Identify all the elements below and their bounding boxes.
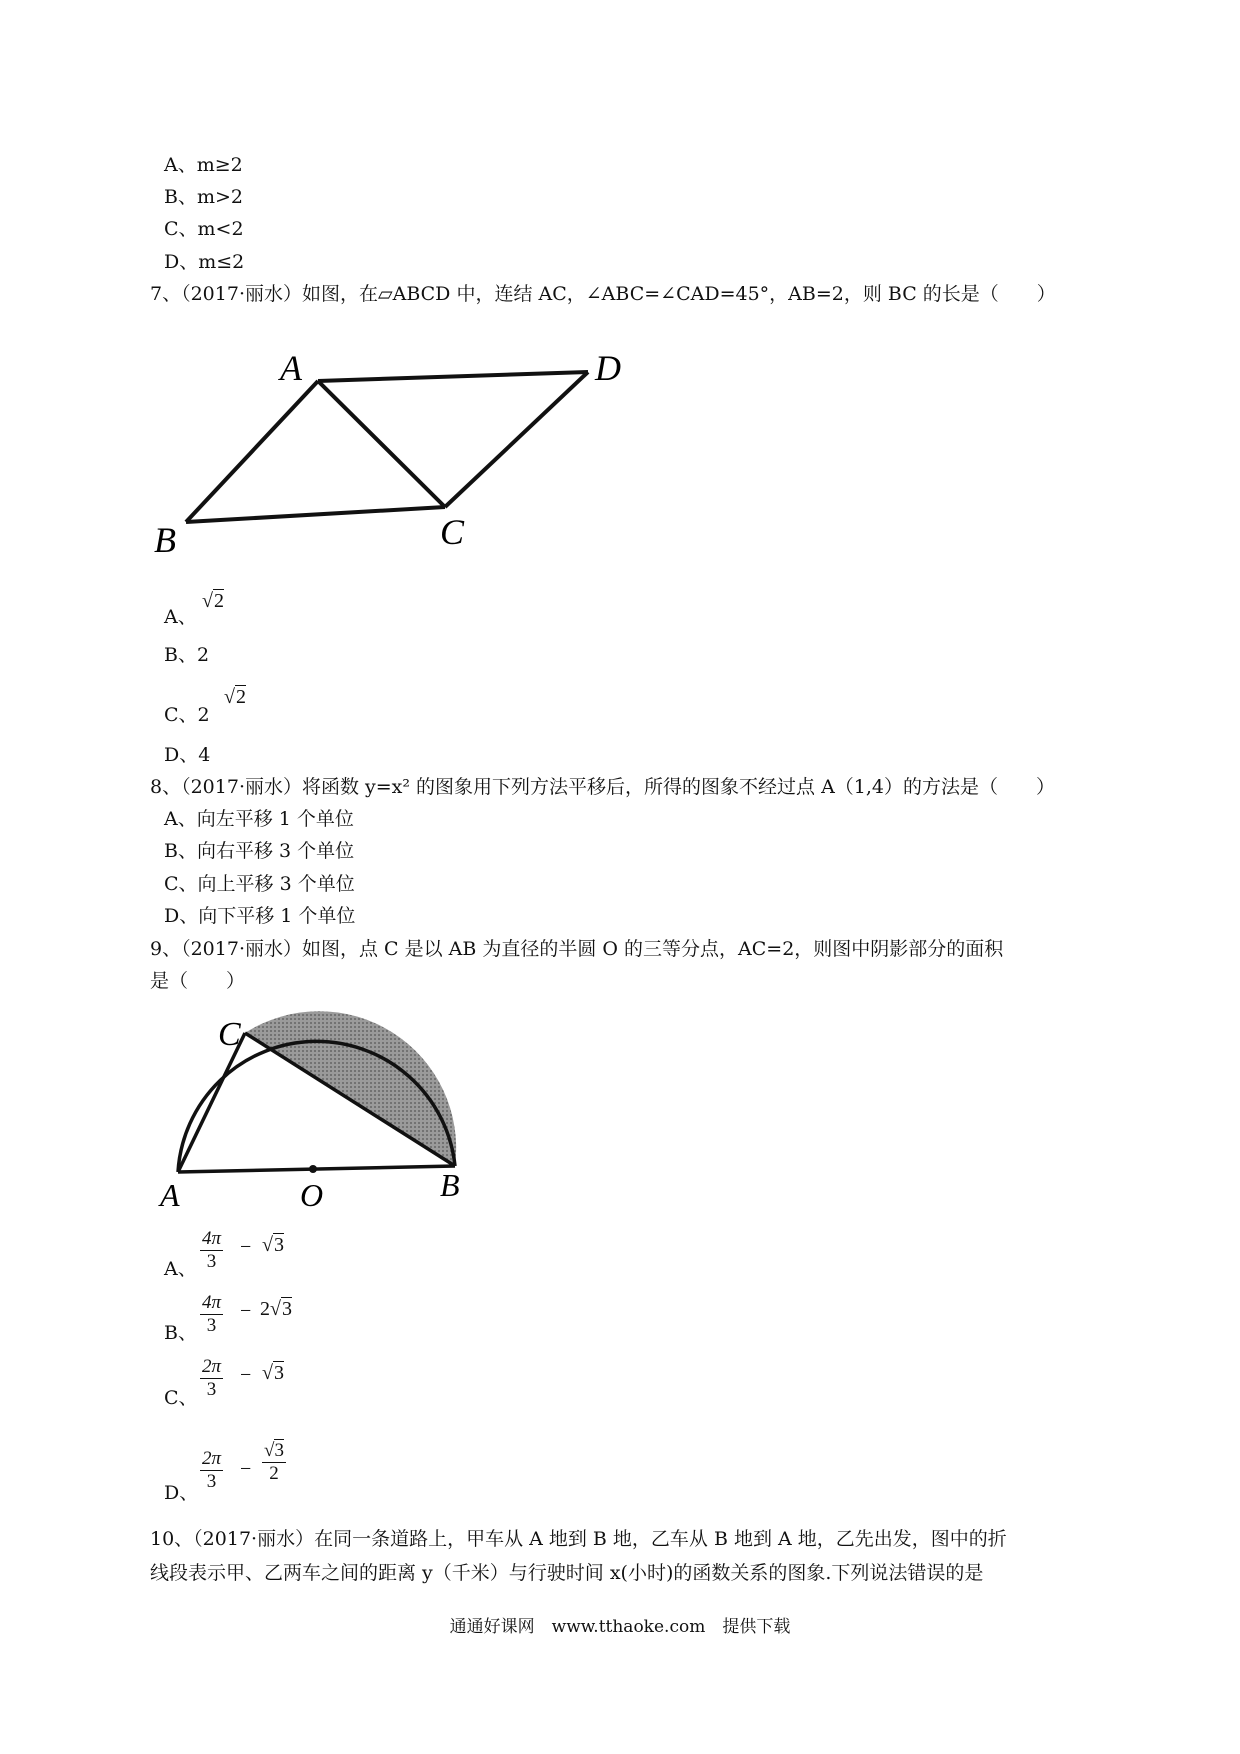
q7-option-d: D、4 xyxy=(164,744,211,766)
q9-stem-line2: 是（ ） xyxy=(150,970,246,992)
label-c: C xyxy=(218,1016,241,1053)
q9-semicircle-figure xyxy=(150,1010,480,1210)
q9-option-c-denominator: 3 xyxy=(206,1379,217,1400)
q9-option-b-fraction xyxy=(200,1292,223,1337)
q6-option-d: D、m≤2 xyxy=(164,251,245,273)
q9-stem-line1: 9、（2017·丽水）如图，点 C 是以 AB 为直径的半圆 O 的三等分点，AC=2，则图中阴影部分的面积 xyxy=(150,938,1004,960)
q9-option-d-fraction-2: $\frac{√3}{2}$ xyxy=(264,1440,284,1484)
q9-option-c-sqrt: √3 xyxy=(262,1362,284,1384)
q6-option-c: C、m<2 xyxy=(164,218,244,240)
q9-option-a-denominator: 3 xyxy=(206,1251,217,1272)
q7-option-a-prefix: A、 xyxy=(164,606,197,628)
label-b: B xyxy=(154,520,176,560)
chord-ac xyxy=(178,1033,245,1172)
label-d: D xyxy=(595,348,621,388)
q8-option-c: C、向上平移 3 个单位 xyxy=(164,873,355,895)
q7-option-c-prefix: C、2 xyxy=(164,704,210,726)
q8-stem: 8、（2017·丽水）将函数 y=x² 的图象用下列方法平移后，所得的图象不经过点 A（1,4）的方法是（ ） xyxy=(150,776,1056,798)
q7-option-b: B、2 xyxy=(164,644,210,666)
label-c: C xyxy=(440,512,465,552)
q9-option-c-prefix: C、 xyxy=(164,1387,198,1409)
q9-option-d-denominator: 3 xyxy=(206,1471,217,1492)
q9-option-a-numerator: 4π xyxy=(202,1228,222,1249)
q9-option-a-sqrt: √3 xyxy=(262,1234,284,1256)
q9-option-d-denominator-2: 2 xyxy=(269,1463,279,1484)
q8-option-a: A、向左平移 1 个单位 xyxy=(164,808,354,830)
q9-option-b-minus: − xyxy=(240,1300,252,1322)
q7-stem: 7、（2017·丽水）如图，在▱ABCD 中，连结 AC，∠ABC=∠CAD=45°，AB=2，则 BC 的长是（ ） xyxy=(150,283,1056,305)
q10-stem-line2: 线段表示甲、乙两车之间的距离 y（千米）与行驶时间 x(小时)的函数关系的图象.下列说法错误的是 xyxy=(150,1562,984,1584)
label-o: O xyxy=(300,1177,324,1210)
label-a: A xyxy=(160,1177,180,1210)
segment-ab xyxy=(186,381,318,522)
q7-option-a-radicand: 2 xyxy=(213,590,224,612)
q9-option-b-numerator: 4π xyxy=(202,1292,222,1313)
q9-option-d-prefix: D、 xyxy=(164,1482,199,1504)
q7-option-c-radicand: 2 xyxy=(235,686,246,708)
q9-option-b-sqrt: 2√3 xyxy=(260,1298,292,1320)
q7-option-c-sqrt: √2 xyxy=(224,686,246,708)
q6-option-b: B、m>2 xyxy=(164,186,243,208)
q7-option-a-sqrt: √2 xyxy=(202,590,224,612)
label-a: A xyxy=(280,348,302,388)
segment-ad xyxy=(318,372,588,381)
q9-option-b-prefix: B、 xyxy=(164,1322,197,1344)
q7-parallelogram-figure xyxy=(140,340,640,570)
segment-bc xyxy=(186,507,445,522)
q9-option-c-numerator: 2π xyxy=(202,1356,222,1377)
q9-option-d-numerator: 2π xyxy=(202,1448,222,1469)
label-b: B xyxy=(440,1167,460,1203)
segment-cd xyxy=(445,372,588,507)
q8-option-b: B、向右平移 3 个单位 xyxy=(164,840,355,862)
q9-option-b-denominator: 3 xyxy=(206,1315,217,1336)
q6-option-a: A、m≥2 xyxy=(164,154,243,176)
shaded-region xyxy=(245,1011,456,1166)
center-point-o xyxy=(309,1165,317,1173)
diagonal-ac xyxy=(318,381,445,507)
q9-option-d-fraction xyxy=(200,1448,223,1493)
q9-option-c-fraction xyxy=(200,1356,223,1401)
q9-option-d-minus: − xyxy=(240,1458,252,1480)
q10-stem-line1: 10、（2017·丽水）在同一条道路上，甲车从 A 地到 B 地，乙车从 B 地到 A 地，乙先出发，图中的折 xyxy=(150,1528,1007,1550)
q9-option-d-radicand: 3 xyxy=(274,1440,284,1461)
q8-option-d: D、向下平移 1 个单位 xyxy=(164,905,356,927)
q9-option-a-prefix: A、 xyxy=(164,1258,197,1280)
q9-option-a-minus: − xyxy=(240,1236,252,1258)
q9-option-a-fraction xyxy=(200,1228,223,1273)
q9-option-c-minus: − xyxy=(240,1364,252,1386)
page-footer: 通通好课网 www.tthaoke.com 提供下载 xyxy=(449,1617,791,1637)
